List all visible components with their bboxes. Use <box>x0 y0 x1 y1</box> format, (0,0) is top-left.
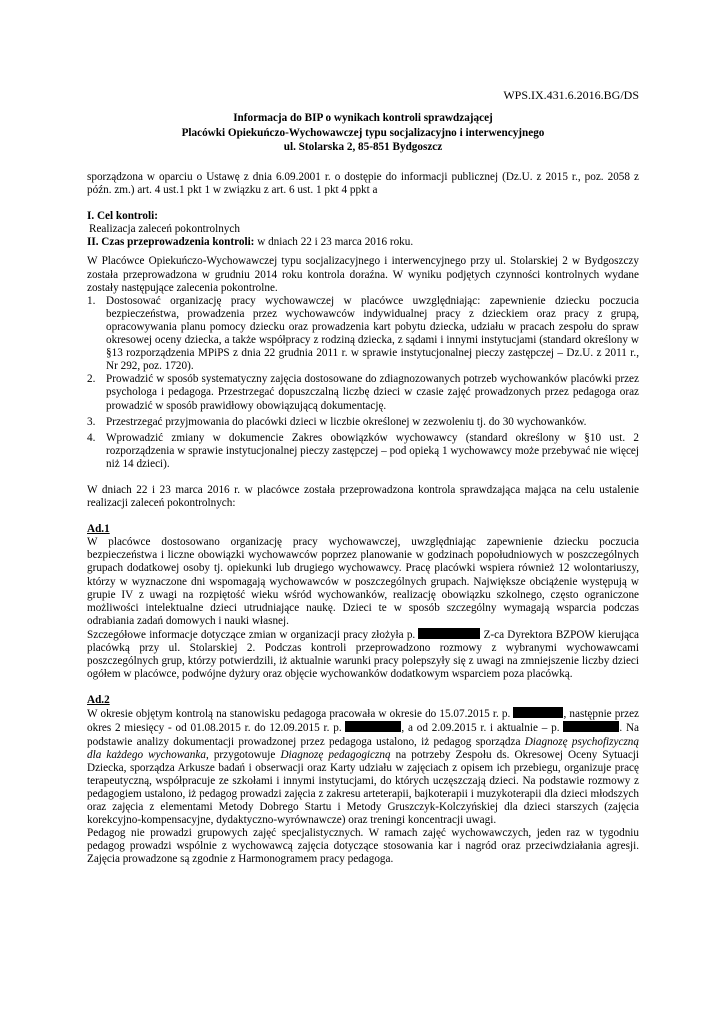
ad2-paragraph-2: Pedagog nie prowadzi grupowych zajęć specjalistycznych. W ramach zajęć wychowawczych, jeden raz w tygodniu pedagog prowadzi wspólnie z wychowawcą zajęcia dotyczące stosowania kar i nagród oraz przeciwdziałania agresji. Zajęcia prowadzone są zgodnie z Harmonogramem pracy pedagoga. <box>87 827 639 866</box>
recommendation-number: 1. <box>87 294 96 307</box>
ad2-p1-part-b: , następnie przez okres 2 miesięcy - od 01.08.2015 r. do 12.09.2015 r. p. <box>87 708 640 735</box>
ad1-p2-part-b: Z-ca Dyrektora BZPOW kierująca placówką przy ul. Stolarskiej 2. Podczas kontroli przeprowadzono rozmowy z wybranymi wychowawcami poszczególnych grup, którzy potwierdzili, iż aktualnie warunki pracy polepszyły się z uwagi na zmniejszenie liczby dzieci ogółem w placówce, podwójne dyżury oraz objęcie wychowanków dodatkowym wsparciem poza placówką. <box>87 628 639 681</box>
recommendation-text: Przestrzegać przyjmowania do placówki dzieci w liczbie określonej w zezwoleniu tj. do 30 wychowanków. <box>106 415 587 428</box>
recommendations-list <box>87 295 639 471</box>
title-line-3: ul. Stolarska 2, 85-851 Bydgoszcz <box>283 141 443 153</box>
redacted-name <box>418 628 480 639</box>
ad2-paragraph-1 <box>87 707 639 827</box>
ad2-title: Ad.2 <box>87 694 110 707</box>
ad2-p1-italic-1: Diagnozę psychofizyczną dla każdego wychowanka <box>87 735 639 761</box>
recommendation-text: Wprowadzić zmiany w dokumencie Zakres obowiązków wychowawcy (standard określony w §10 ust. 2 rozporządzenia w sprawie instytucjonalnej pieczy zastępczej – pod opieką 1 wychowawcy może przebywać nie więcej niż 14 dzieci). <box>106 431 639 470</box>
redacted-name <box>345 721 401 732</box>
redacted-name <box>563 721 619 732</box>
ad2-p1-part-h: na potrzeby Zespołu ds. Okresowej Oceny Sytuacji Dziecka, sporządza Arkusze badań i obserwacji oraz Karty udziału w zajęciach z opisem ich przebiegu, organizuje pracę terapeutyczną, współpracuje ze szkołami i innymi instytucjami, do których uczęszczają dzieci. Na podstawie rozmowy z pedagogiem ustalono, iż pedagog prowadzi zajęcia z zakresu arteterapii, bajkoterapii i muzykoterapii dla dzieci młodszych oraz zajęcia z elementami Metody Dobrego Startu i Metody Gruszczyk-Kolczyńskiej dla dzieci starszych (zajęcia korekcyjno-kompensacyjne, dydaktyczno-wyrównawcze) oraz treningi koncentracji uwagi. <box>87 748 640 827</box>
title-line-2: Placówki Opiekuńczo-Wychowawczej typu socjalizacyjno i interwencyjnego <box>181 126 545 139</box>
section-2-text: w dniach 22 i 23 marca 2016 roku. <box>254 236 414 249</box>
recommendation-number: 3. <box>87 415 96 428</box>
control-info: W dniach 22 i 23 marca 2016 r. w placówce została przeprowadzona kontrola sprawdzająca mająca na celu ustalenie realizacji zaleceń pokontrolnych: <box>87 483 639 510</box>
recommendation-number: 2. <box>87 373 96 386</box>
legal-basis: sporządzona w oparciu o Ustawę z dnia 6.09.2001 r. o dostępie do informacji publicznej (Dz.U. z 2015 r., poz. 2058 z późn. zm.) art. 4 ust.1 pkt 1 w związku z art. 6 ust. 1 pkt 4 ppkt a <box>87 171 639 197</box>
reference-number: WPS.IX.431.6.2016.BG/DS <box>503 88 639 102</box>
recommendation-item <box>87 295 639 374</box>
recommendation-item <box>87 373 639 412</box>
ad2-p1-part-a: W okresie objętym kontrolą na stanowisku pedagoga pracowała w okresie do 15.07.2015 r. p. <box>87 708 514 721</box>
title-line-1: Informacja do BIP o wynikach kontroli sprawdzającej <box>233 112 493 124</box>
intro-paragraph: W Placówce Opiekuńczo-Wychowawczej typu socjalizacyjnego i interwencyjnego przy ul. Stolarskiej 2 w Bydgoszczy została przeprowadzona w grudniu 2014 roku kontrola doraźna. W wyniku podjętych czynności kontrolnych wydane zostały następujące zalecenia pokontrolne. <box>87 255 639 294</box>
section-2 <box>87 236 639 249</box>
ad2-p1-italic-2: Diagnozę pedagogiczną <box>280 748 391 761</box>
document-title <box>87 111 639 155</box>
recommendation-text: Prowadzić w sposób systematyczny zajęcia dostosowane do zdiagnozowanych potrzeb wychowanków placówki przez psychologa i pedagoga. Przestrzegać dopuszczalną liczbę dzieci w czasie zajęć prowadzonych przez pedagoga oraz prowadzić w sposób prawidłowy obowiązującą dokumentację. <box>106 373 639 412</box>
ad1-p2-part-a: Szczegółowe informacje dotyczące zmian w organizacji pracy złożyła p. <box>87 628 419 641</box>
section-1-text: Realizacja zaleceń pokontrolnych <box>89 223 240 236</box>
ad2-heading <box>87 694 639 707</box>
section-1-heading <box>87 210 639 223</box>
ad2-p1-part-c: , a od 2.09.2015 r. i aktualnie – p. <box>401 722 564 735</box>
redacted-name <box>513 707 563 718</box>
recommendation-item <box>87 416 639 429</box>
recommendation-text: Dostosować organizację pracy wychowawczej w placówce uwzględniając: zapewnienie dziecku poczucia bezpieczeństwa, prowadzenia przez wychowawców indywidualnej pracy z dzieckiem oraz pracy z grupą, opracowywania planu pomocy dziecku oraz prowadzenia kart pobytu dziecka, udziału w pracach zespołu do spraw okresowej oceny dziecka, a także współpracy z rodziną dziecka, z sądami i innymi instytucjami (standard określony w §13 rozporządzenia MPiPS z dnia 22 grudnia 2011 r. w sprawie instytucjonalnej pieczy zastępczej – Dz.U. z 2011 r., Nr 292, poz. 1720). <box>106 294 639 373</box>
section-1-title: I. Cel kontroli: <box>87 210 158 223</box>
ad1-paragraph-1: W placówce dostosowano organizację pracy wychowawczej, uwzględniając zapewnienie dziecku poczucia bezpieczeństwa i liczne obowiązki wychowawców poprzez planowanie w godzinach popołudniowych w poszczególnych grupach dodatkowej osoby tj. opiekunki lub drugiego wychowawcy. Pracę placówki wspiera również 12 wolontariuszy, którzy w wyznaczone dni wspomagają wychowawców w poszczególnych grupach. Największe obciążenie występują w grupie IV z uwagi na rozpiętość wieku wśród wychowanków, realizację obowiązku szkolnego, często ograniczone możliwości intelektualne dzieci utrudniające naukę. Dzieci te w sposób szczególny wymagają wsparcia podczas odrabiania zadań domowych i nauki własnej. <box>87 536 639 627</box>
document-body <box>87 171 639 867</box>
ad1-paragraph-2 <box>87 628 639 681</box>
ad1-heading <box>87 523 639 536</box>
section-2-title: II. Czas przeprowadzenia kontroli: <box>87 236 255 249</box>
document-page <box>87 0 639 1024</box>
ad2-p1-part-d: . Na podstawie analizy dokumentacji prowadzonej przez pedagoga ustalono, iż pedagog sporządza <box>87 722 640 748</box>
recommendation-number: 4. <box>87 431 96 444</box>
recommendation-item <box>87 432 639 471</box>
ad1-title: Ad.1 <box>87 523 110 536</box>
ad2-p1-part-f: , przygotowuje <box>205 748 281 761</box>
